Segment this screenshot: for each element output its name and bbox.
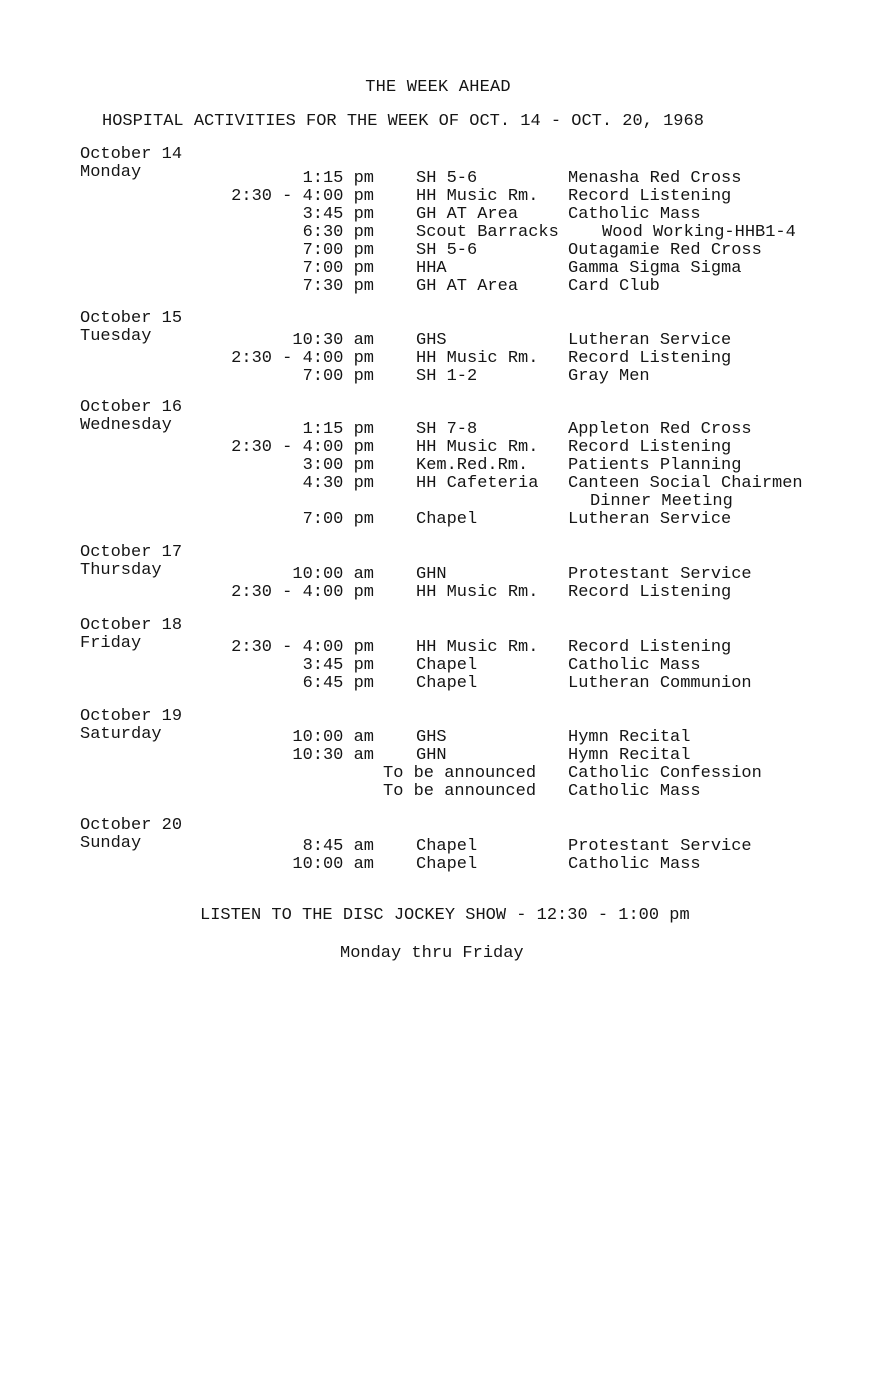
schedule-row	[0, 566, 896, 584]
event-time: 3:45 pm	[302, 205, 374, 224]
event-name: Card Club	[568, 277, 660, 296]
event-time: 2:30 - 4:00 pm	[231, 187, 374, 206]
event-time: 7:00 pm	[302, 510, 374, 529]
schedule-row	[0, 856, 896, 874]
event-time: 3:00 pm	[302, 456, 374, 475]
schedule-row	[0, 350, 896, 368]
schedule-row	[0, 332, 896, 350]
schedule-row-continuation	[0, 493, 896, 511]
schedule-row	[0, 206, 896, 224]
event-place: HH Music Rm.	[416, 438, 539, 457]
day-date: October 20	[80, 816, 183, 835]
footer-announcement: LISTEN TO THE DISC JOCKEY SHOW - 12:30 - 1:00 pm	[200, 906, 690, 925]
event-place: HHA	[416, 259, 447, 278]
event-time: 8:45 am	[302, 837, 374, 856]
event-time: 2:30 - 4:00 pm	[231, 583, 374, 602]
event-place: GHN	[416, 746, 447, 765]
event-time: 6:45 pm	[302, 674, 374, 693]
schedule-row	[0, 511, 896, 529]
event-name: Catholic Mass	[568, 205, 701, 224]
event-time: 1:15 pm	[302, 420, 374, 439]
schedule-row	[0, 639, 896, 657]
event-name: Catholic Confession	[568, 764, 762, 783]
event-name: Canteen Social Chairmen	[568, 474, 803, 493]
event-place: HH Music Rm.	[416, 349, 539, 368]
schedule-row	[0, 747, 896, 765]
schedule-row	[0, 242, 896, 260]
schedule-row	[0, 475, 896, 493]
schedule-row	[0, 729, 896, 747]
event-time: 4:30 pm	[302, 474, 374, 493]
event-name: Record Listening	[568, 638, 732, 657]
schedule-row	[0, 368, 896, 386]
day-date: October 19	[80, 707, 183, 726]
event-time-tba: To be announced	[383, 782, 537, 801]
schedule-row	[0, 260, 896, 278]
event-name: Catholic Mass	[568, 855, 701, 874]
event-time: 1:15 pm	[302, 169, 374, 188]
day-weekday: Saturday	[80, 725, 162, 744]
schedule-row	[0, 783, 896, 801]
day-weekday: Sunday	[80, 834, 142, 853]
day-date: October 17	[80, 543, 183, 562]
event-name: Record Listening	[568, 583, 732, 602]
event-name: Outagamie Red Cross	[568, 241, 762, 260]
event-name: Lutheran Communion	[568, 674, 752, 693]
event-time: 10:30 am	[292, 746, 374, 765]
event-name: Menasha Red Cross	[568, 169, 742, 188]
event-time: 3:45 pm	[302, 656, 374, 675]
event-place: Kem.Red.Rm.	[416, 456, 529, 475]
event-place: GHN	[416, 565, 447, 584]
schedule-row	[0, 657, 896, 675]
event-place: HH Cafeteria	[416, 474, 539, 493]
event-name: Patients Planning	[568, 456, 742, 475]
event-place: GH AT Area	[416, 205, 519, 224]
day-weekday: Monday	[80, 163, 142, 182]
schedule-row	[0, 188, 896, 206]
event-time: 2:30 - 4:00 pm	[231, 638, 374, 657]
day-weekday: Tuesday	[80, 327, 152, 346]
event-place: GH AT Area	[416, 277, 519, 296]
event-place: Chapel	[416, 510, 478, 529]
event-place: GHS	[416, 331, 447, 350]
event-name: Gamma Sigma Sigma	[568, 259, 742, 278]
day-weekday: Friday	[80, 634, 142, 653]
event-name: Record Listening	[568, 349, 732, 368]
event-name: Gray Men	[568, 367, 650, 386]
schedule-row	[0, 457, 896, 475]
event-time: 2:30 - 4:00 pm	[231, 438, 374, 457]
event-time: 7:30 pm	[302, 277, 374, 296]
page-subtitle: HOSPITAL ACTIVITIES FOR THE WEEK OF OCT. 14 - OCT. 20, 1968	[102, 112, 704, 131]
event-place: Chapel	[416, 674, 478, 693]
event-name: Protestant Service	[568, 565, 752, 584]
event-time: 10:00 am	[292, 855, 374, 874]
day-date: October 14	[80, 145, 183, 164]
day-date: October 16	[80, 398, 183, 417]
event-time: 10:30 am	[292, 331, 374, 350]
event-place: HH Music Rm.	[416, 583, 539, 602]
event-name: Catholic Mass	[568, 782, 701, 801]
event-place: Chapel	[416, 855, 478, 874]
event-name: Protestant Service	[568, 837, 752, 856]
event-place: GHS	[416, 728, 447, 747]
event-name: Appleton Red Cross	[568, 420, 752, 439]
event-time-tba: To be announced	[383, 764, 537, 783]
schedule-row	[0, 278, 896, 296]
day-weekday: Thursday	[80, 561, 162, 580]
event-time: 10:00 am	[292, 728, 374, 747]
event-name: Lutheran Service	[568, 331, 732, 350]
event-time: 7:00 pm	[302, 367, 374, 386]
page-title: THE WEEK AHEAD	[365, 78, 511, 97]
event-place: HH Music Rm.	[416, 638, 539, 657]
event-place: SH 7-8	[416, 420, 478, 439]
event-name: Hymn Recital	[568, 728, 691, 747]
event-time: 6:30 pm	[302, 223, 374, 242]
event-place: Scout Barracks	[416, 223, 559, 242]
event-time: 7:00 pm	[302, 259, 374, 278]
schedule-row	[0, 765, 896, 783]
day-date: October 18	[80, 616, 183, 635]
event-name: Hymn Recital	[568, 746, 691, 765]
schedule-row	[0, 675, 896, 693]
schedule-row	[0, 421, 896, 439]
schedule-row	[0, 170, 896, 188]
event-place: SH 1-2	[416, 367, 478, 386]
schedule-row	[0, 439, 896, 457]
schedule-row	[0, 224, 896, 242]
event-place: SH 5-6	[416, 169, 478, 188]
event-place: HH Music Rm.	[416, 187, 539, 206]
event-time: 7:00 pm	[302, 241, 374, 260]
event-name: Wood Working-HHB1-4	[602, 223, 796, 242]
schedule-row	[0, 838, 896, 856]
event-place: Chapel	[416, 656, 478, 675]
event-name: Record Listening	[568, 187, 732, 206]
event-name: Record Listening	[568, 438, 732, 457]
event-name: Catholic Mass	[568, 656, 701, 675]
schedule-row	[0, 584, 896, 602]
day-date: October 15	[80, 309, 183, 328]
event-time: 2:30 - 4:00 pm	[231, 349, 374, 368]
event-place: Chapel	[416, 837, 478, 856]
event-place: SH 5-6	[416, 241, 478, 260]
event-name-continued: Dinner Meeting	[590, 492, 733, 511]
event-time: 10:00 am	[292, 565, 374, 584]
day-weekday: Wednesday	[80, 416, 172, 435]
footer-days: Monday thru Friday	[340, 944, 524, 963]
event-name: Lutheran Service	[568, 510, 732, 529]
